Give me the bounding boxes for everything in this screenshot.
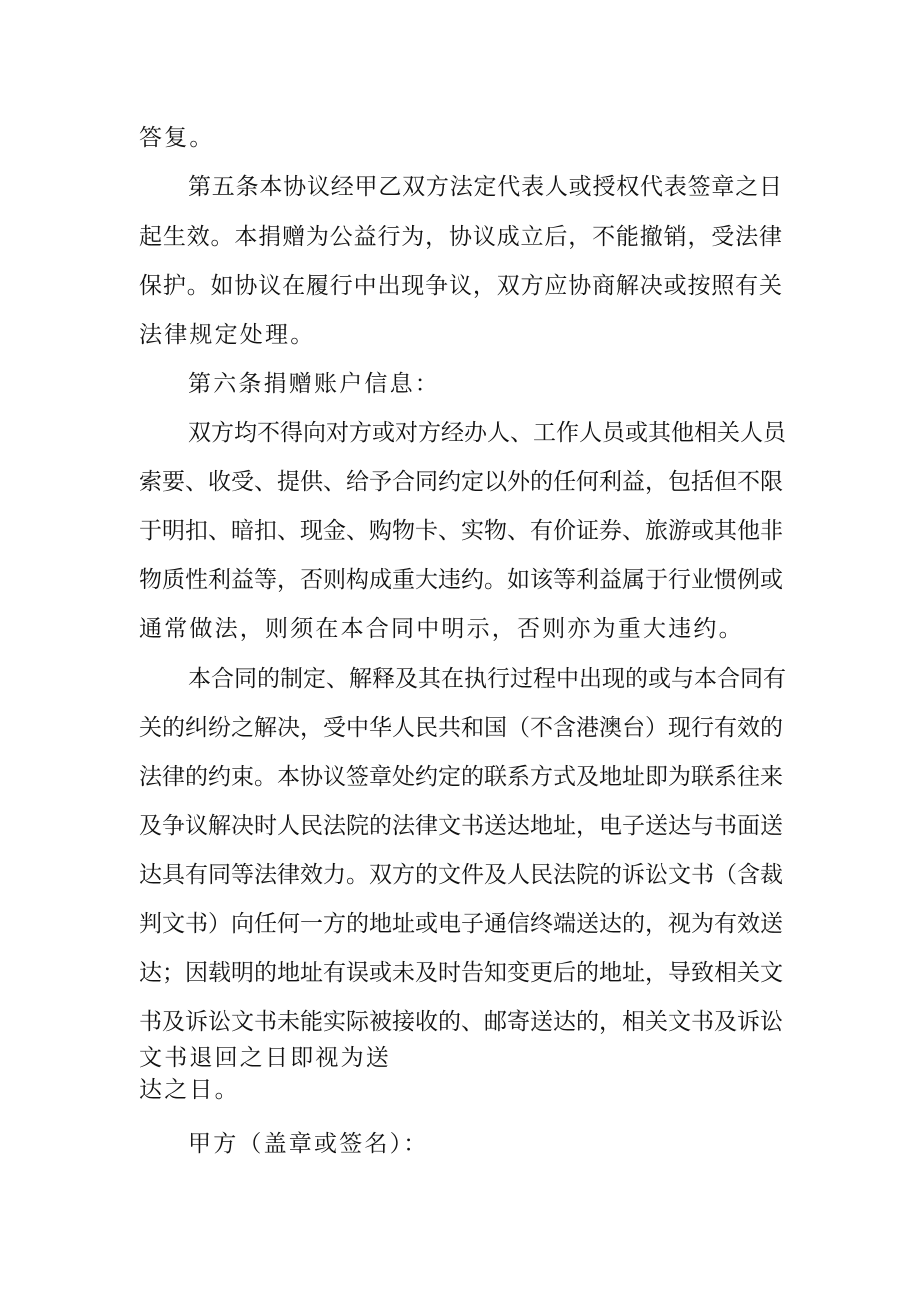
text-line: 法律的约束。本协议签章处约定的联系方式及地址即为联系往来 xyxy=(139,764,783,790)
text-line: 通常做法，则须在本合同中明示，否则亦为重大违约。 xyxy=(139,616,744,642)
text-line: 第六条捐赠账户信息： xyxy=(188,371,440,397)
signature-party-a-label: 甲方（盖章或签名）： xyxy=(188,1131,429,1157)
text-line: 保护。如协议在履行中出现争议，双方应协商解决或按照有关 xyxy=(139,273,782,299)
text-line: 索要、收受、提供、给予合同约定以外的任何利益，包括但不限 xyxy=(139,469,783,495)
text-line: 起生效。本捐赠为公益行为，协议成立后，不能撤销，受法律 xyxy=(139,224,782,250)
text-line: 及争议解决时人民法院的法律文书送达地址，电子送达与书面送 xyxy=(139,813,783,839)
text-line: 关的纠纷之解决，受中华人民共和国（不含港澳台）现行有效的 xyxy=(139,715,783,741)
text-line: 判文书）向任何一方的地址或电子通信终端送达的，视为有效送 xyxy=(139,911,783,937)
text-line: 达；因载明的地址有误或未及时告知变更后的地址，导致相关文 xyxy=(139,960,783,986)
text-line: 双方均不得向对方或对方经办人、工作人员或其他相关人员 xyxy=(188,420,786,446)
text-line: 文书退回之日即视为送 xyxy=(139,1045,391,1071)
text-line: 于明扣、暗扣、现金、购物卡、实物、有价证券、旅游或其他非 xyxy=(139,518,783,544)
text-line: 达之日。 xyxy=(139,1077,240,1103)
text-line: 第五条本协议经甲乙双方法定代表人或授权代表签章之日 xyxy=(188,174,782,200)
text-line: 法律规定处理。 xyxy=(139,322,316,348)
text-line: 物质性利益等，否则构成重大违约。如该等利益属于行业惯例或 xyxy=(139,567,783,593)
text-line: 本合同的制定、解释及其在执行过程中出现的或与本合同有 xyxy=(188,666,786,692)
text-line: 答复。 xyxy=(139,125,215,151)
text-line: 达具有同等法律效力。双方的文件及人民法院的诉讼文书（含裁 xyxy=(139,862,783,888)
text-line: 书及诉讼文书未能实际被接收的、邮寄送达的，相关文书及诉讼 xyxy=(139,1009,783,1035)
